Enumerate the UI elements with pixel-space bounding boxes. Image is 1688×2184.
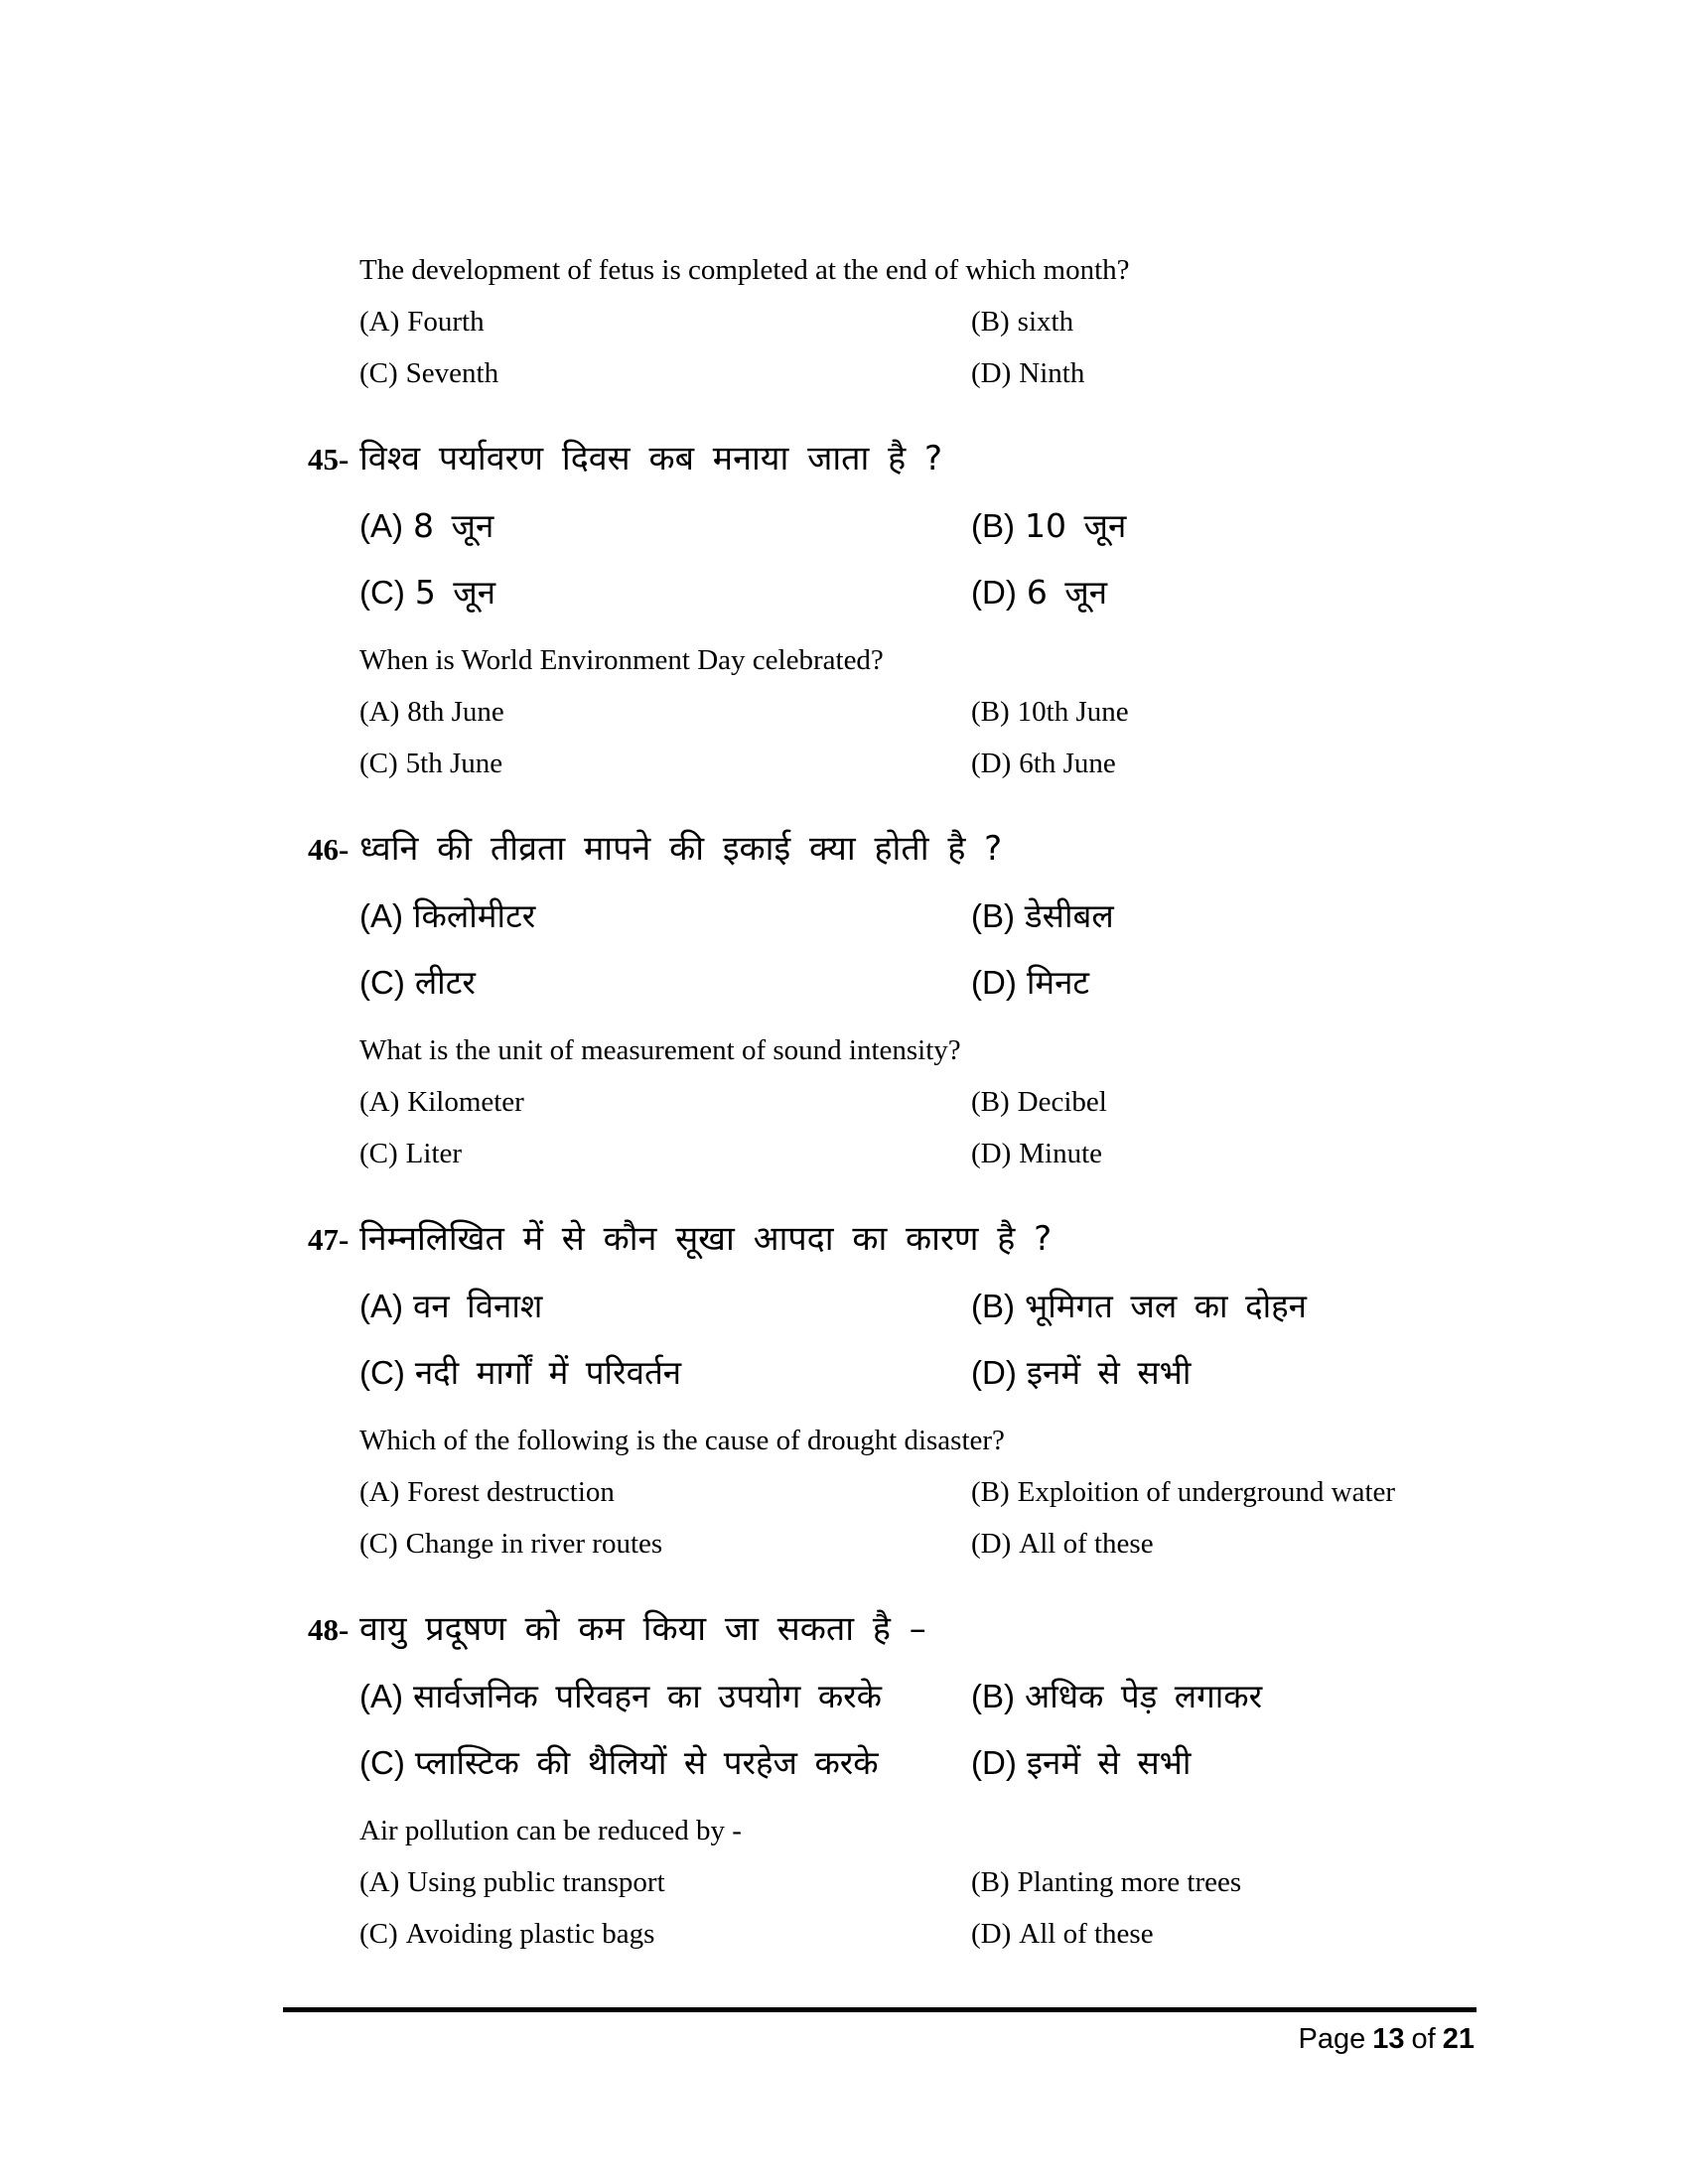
option-47-hindi-a xyxy=(359,1274,971,1340)
option-label: (D) xyxy=(971,1138,1012,1169)
option-label: (C) xyxy=(359,1354,405,1391)
question-46-hindi-line xyxy=(308,821,1539,878)
option-text: 6 जून xyxy=(1026,573,1108,612)
option-46-hindi-a xyxy=(359,884,971,950)
question-47 xyxy=(308,1211,1539,1570)
option-47-hindi-b xyxy=(971,1274,1539,1340)
question-48-hindi-options xyxy=(359,1664,1539,1797)
option-text: सार्वजनिक परिवहन का उपयोग करके xyxy=(413,1677,882,1715)
footer-page-label: Page xyxy=(1298,2023,1366,2055)
question-47-hindi-line xyxy=(308,1211,1539,1268)
option-text: इनमें से सभी xyxy=(1026,1353,1192,1392)
option-label: (C) xyxy=(359,1744,405,1781)
question-46-english-options xyxy=(359,1076,1539,1179)
option-44-english-c xyxy=(359,347,971,399)
option-label: (D) xyxy=(971,357,1012,389)
option-text: Decibel xyxy=(1017,1086,1107,1118)
option-45-english-b xyxy=(971,686,1539,738)
option-45-hindi-d xyxy=(971,560,1539,626)
question-48-english-text: Air pollution can be reduced by - xyxy=(359,1815,742,1846)
question-48-hindi-text: वायु प्रदूषण को कम किया जा सकता है – xyxy=(359,1609,926,1649)
option-label: (D) xyxy=(971,1744,1017,1781)
option-label: (D) xyxy=(971,1354,1017,1391)
option-text: नदी मार्गों में परिवर्तन xyxy=(414,1353,682,1392)
footer-total-pages: 21 xyxy=(1442,2023,1475,2055)
option-48-english-d xyxy=(971,1908,1539,1960)
option-47-hindi-d xyxy=(971,1340,1539,1407)
option-label: (A) xyxy=(359,1086,400,1118)
option-text: इनमें से सभी xyxy=(1026,1743,1192,1782)
option-48-hindi-b xyxy=(971,1664,1539,1730)
question-45-english-options xyxy=(359,686,1539,789)
option-label: (B) xyxy=(971,1086,1010,1118)
question-46-english-text: What is the unit of measurement of sound intensity? xyxy=(359,1034,961,1066)
option-label: (B) xyxy=(971,1476,1010,1508)
option-label: (A) xyxy=(359,507,403,544)
option-text: 5 जून xyxy=(414,573,496,612)
option-label: (C) xyxy=(359,1918,398,1950)
option-47-english-b xyxy=(971,1466,1539,1518)
option-text: 8th June xyxy=(407,696,504,728)
option-47-english-a xyxy=(359,1466,971,1518)
option-label: (A) xyxy=(359,1866,400,1898)
option-text: वन विनाश xyxy=(413,1287,543,1325)
option-label: (C) xyxy=(359,748,398,779)
option-45-english-d xyxy=(971,738,1539,789)
option-text: Change in river routes xyxy=(405,1528,663,1560)
footer-current-page: 13 xyxy=(1372,2023,1405,2055)
option-text: Seventh xyxy=(405,357,499,389)
option-text: प्लास्टिक की थैलियों से परहेज करके xyxy=(414,1743,879,1782)
question-45-hindi-options xyxy=(359,493,1539,626)
option-label: (C) xyxy=(359,964,405,1001)
question-44-english-text: The development of fetus is completed at the end of which month? xyxy=(359,254,1130,286)
option-label: (D) xyxy=(971,1528,1012,1560)
option-label: (B) xyxy=(971,507,1015,544)
question-46-hindi-options xyxy=(359,884,1539,1017)
option-text: 10th June xyxy=(1017,696,1129,728)
page-footer xyxy=(1299,2023,1475,2056)
option-text: Kilometer xyxy=(407,1086,524,1118)
option-44-english-b xyxy=(971,296,1539,347)
option-label: (B) xyxy=(971,1288,1015,1324)
question-48-hindi-line xyxy=(308,1601,1539,1658)
option-46-english-a xyxy=(359,1076,971,1128)
question-47-hindi-options xyxy=(359,1274,1539,1407)
question-48-english-options xyxy=(359,1856,1539,1960)
option-label: (C) xyxy=(359,1138,398,1169)
option-45-hindi-b xyxy=(971,493,1539,560)
option-label: (B) xyxy=(971,306,1010,338)
option-label: (C) xyxy=(359,574,405,611)
option-label: (C) xyxy=(359,357,398,389)
option-label: (D) xyxy=(971,1918,1012,1950)
option-47-hindi-c xyxy=(359,1340,971,1407)
option-label: (B) xyxy=(971,696,1010,728)
option-text: Exploition of underground water xyxy=(1017,1476,1396,1508)
option-48-english-c xyxy=(359,1908,971,1960)
option-46-english-b xyxy=(971,1076,1539,1128)
option-text: मिनट xyxy=(1026,963,1090,1002)
option-48-hindi-a xyxy=(359,1664,971,1730)
question-number: 48- xyxy=(308,1612,350,1647)
footer-of-label: of xyxy=(1411,2023,1436,2055)
option-text: Minute xyxy=(1019,1138,1103,1169)
question-number: 46- xyxy=(308,832,350,867)
question-47-english-options xyxy=(359,1466,1539,1570)
option-45-english-c xyxy=(359,738,971,789)
option-45-hindi-c xyxy=(359,560,971,626)
question-45-hindi-line xyxy=(308,431,1539,487)
option-45-english-a xyxy=(359,686,971,738)
option-label: (A) xyxy=(359,696,400,728)
option-text: sixth xyxy=(1017,306,1074,338)
option-label: (D) xyxy=(971,748,1012,779)
question-45 xyxy=(308,431,1539,789)
option-label: (B) xyxy=(971,1678,1015,1714)
option-45-hindi-a xyxy=(359,493,971,560)
option-48-english-b xyxy=(971,1856,1539,1908)
option-text: Liter xyxy=(405,1138,463,1169)
option-44-english-d xyxy=(971,347,1539,399)
option-44-english-a xyxy=(359,296,971,347)
option-label: (B) xyxy=(971,1866,1010,1898)
option-label: (A) xyxy=(359,897,403,934)
question-45-hindi-text: विश्व पर्यावरण दिवस कब मनाया जाता है ? xyxy=(359,439,943,478)
option-46-english-d xyxy=(971,1128,1539,1179)
option-47-english-d xyxy=(971,1518,1539,1570)
option-text: डेसीबल xyxy=(1025,896,1114,935)
option-48-english-a xyxy=(359,1856,971,1908)
option-label: (A) xyxy=(359,1678,403,1714)
option-text: 8 जून xyxy=(413,506,494,545)
question-48 xyxy=(308,1601,1539,1960)
option-text: किलोमीटर xyxy=(413,896,536,935)
option-text: Using public transport xyxy=(407,1866,665,1898)
option-text: All of these xyxy=(1019,1528,1154,1560)
question-number: 45- xyxy=(308,442,350,477)
option-46-english-c xyxy=(359,1128,971,1179)
question-46-hindi-text: ध्वनि की तीव्रता मापने की इकाई क्या होती है ? xyxy=(359,829,1003,869)
question-46 xyxy=(308,821,1539,1179)
question-47-english-text: Which of the following is the cause of drought disaster? xyxy=(359,1425,1005,1456)
option-label: (A) xyxy=(359,1476,400,1508)
footer-divider-line xyxy=(283,2007,1477,2012)
option-label: (D) xyxy=(971,964,1017,1001)
option-text: भूमिगत जल का दोहन xyxy=(1025,1287,1307,1325)
option-text: All of these xyxy=(1019,1918,1154,1950)
option-text: 10 जून xyxy=(1025,506,1127,545)
option-46-hindi-b xyxy=(971,884,1539,950)
question-44-english-options xyxy=(359,296,1539,399)
option-47-english-c xyxy=(359,1518,971,1570)
option-label: (D) xyxy=(971,574,1017,611)
option-46-hindi-d xyxy=(971,950,1539,1017)
option-label: (A) xyxy=(359,306,400,338)
option-48-hindi-c xyxy=(359,1730,971,1797)
option-text: 5th June xyxy=(405,748,503,779)
option-text: 6th June xyxy=(1019,748,1116,779)
option-text: अधिक पेड़ लगाकर xyxy=(1025,1677,1263,1715)
question-45-english-text: When is World Environment Day celebrated? xyxy=(359,644,884,676)
option-text: Ninth xyxy=(1019,357,1085,389)
option-46-hindi-c xyxy=(359,950,971,1017)
option-text: Fourth xyxy=(407,306,485,338)
option-label: (A) xyxy=(359,1288,403,1324)
option-text: Planting more trees xyxy=(1017,1866,1242,1898)
question-number: 47- xyxy=(308,1222,350,1257)
option-48-hindi-d xyxy=(971,1730,1539,1797)
option-label: (B) xyxy=(971,897,1015,934)
question-44-partial xyxy=(308,244,1539,399)
question-47-hindi-text: निम्नलिखित में से कौन सूखा आपदा का कारण है ? xyxy=(359,1219,1053,1259)
option-text: लीटर xyxy=(414,963,476,1002)
option-text: Forest destruction xyxy=(407,1476,615,1508)
option-label: (C) xyxy=(359,1528,398,1560)
option-text: Avoiding plastic bags xyxy=(405,1918,655,1950)
